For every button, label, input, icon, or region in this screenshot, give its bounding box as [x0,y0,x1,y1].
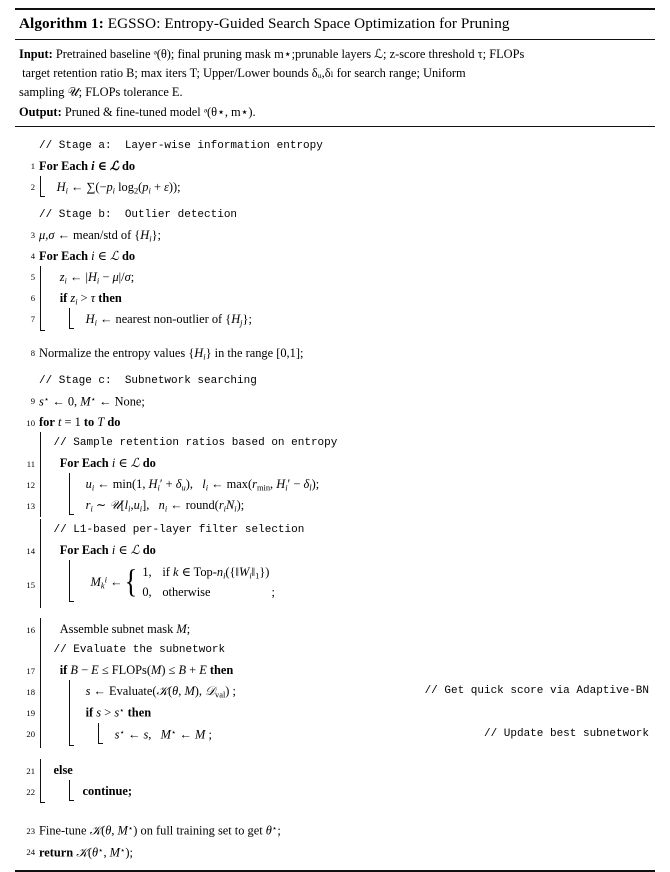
input-row-3 [19,83,651,101]
code-text-9: s⋆ ← 0, M⋆ ← None; [39,393,145,409]
output-row [19,103,651,121]
sample-ratios-comment: // Sample retention ratios based on entropy [53,437,338,450]
indent-guides [39,496,83,515]
code-line-5 [19,267,651,288]
line-number-16: 16 [26,624,35,635]
indent-guides [39,268,54,287]
code-text-13: $r_i$ ∼ $𝒰[l_i,u_i]$, $n_i$ ← $round(r_iN_i)$; [85,498,245,514]
block-end-line-14 [19,605,651,615]
line-number-9: 9 [30,396,35,407]
line-number-8: 8 [30,348,35,359]
line-number-3: 3 [30,230,35,241]
input-row-2 [19,64,651,82]
input-row-1 [19,45,651,63]
line-number-22: 22 [26,786,35,797]
line-number-11: 11 [26,458,35,469]
code-text-12: $u_i$ ← min(1, $H_i' + \delta_u$), $l_i$ ← $\max(r_{min}$, $H_i' - \delta_l$); [85,477,320,493]
block-end-line-17 [19,745,651,756]
case-row-1: 1, if k ∈ Top-$n_i(\{‖W_i‖_1\})$ [142,565,270,581]
code-line-12 [19,474,651,495]
code-line-20 [19,724,651,746]
code-line-18 [19,681,651,702]
case-row-2: 0, otherwise [142,584,211,599]
code-line-14 [19,540,651,561]
input-text-2: target retention ratio B; max iters T; Upper/Lower bounds δᵤ,δₗ for search range; Uniform [22,65,466,80]
code-line-2 [19,177,651,198]
code-line-7 [19,309,651,330]
line-number-14: 14 [26,545,35,556]
indent-guides [39,475,83,494]
indent-guides [39,682,83,701]
comment-line-stage-c [19,371,651,391]
code-text-5: $z_i$ ← $|H_i - \mu|/\sigma$; [59,269,135,286]
code-text-24: return 𝒦(θ⋆, M⋆); [39,844,133,860]
code-text-7: $H_i$ ← nearest non-outlier of $\{H_j\}$; [85,311,252,328]
line-number-1: 1 [30,161,35,172]
input-text-3: sampling 𝒰; FLOPs tolerance E. [19,85,183,100]
line-number-24: 24 [26,847,35,858]
indent-guides [39,725,112,745]
code-text-3: μ,σ ← mean/std of $\{H_i\}$; [39,227,161,244]
input-label: Input: [19,46,53,61]
code-line-1 [19,156,651,177]
code-text-4: For Each i ∈ ℒ do [39,248,136,263]
indent-guides [39,661,54,680]
code-line-17 [19,660,651,681]
algorithm-title [15,10,655,39]
indent-guides [39,782,83,801]
code-line-11 [19,453,651,474]
line-number-13: 13 [26,500,35,511]
code-text-22: continue; [82,784,133,799]
io-block [15,40,655,126]
line-number [19,433,39,439]
code-line-13 [19,495,651,516]
algorithm-label: Algorithm 1: [19,15,104,32]
line-number-12: 12 [26,479,35,490]
indent-guides [39,541,54,560]
indent-guides [39,620,54,639]
code-text-1: For Each i ∈ ℒ do [39,158,136,173]
l1-selection-comment: // L1-based per-layer filter selection [53,524,305,537]
code-line-10 [19,412,651,433]
line-number [19,205,39,211]
code-line-9 [19,391,651,413]
line-number-4: 4 [30,251,35,262]
line-number [19,520,39,526]
comment-line-evaluate [19,640,651,660]
code-text-18: s ← Evaluate(𝒦(θ, M), 𝒟$_{val}$) ; [85,684,236,700]
indent-guides [39,521,54,539]
algorithm-block [15,0,655,872]
code-line-4 [19,246,651,267]
line-number [19,745,39,751]
line-number-17: 17 [26,665,35,676]
line-number-6: 6 [30,293,35,304]
stage-b-comment: // Stage b: Outlier detection [39,208,238,221]
code-text-23: Fine-tune 𝒦(θ, M⋆) on full training set to get θ⋆; [39,823,281,838]
indent-guides [39,454,54,473]
indent-guides [39,703,83,723]
line-number-2: 2 [30,182,35,193]
code-text-16: Assemble subnet mask M; [53,622,191,637]
line-number-5: 5 [30,272,35,283]
block-end-line-4 [19,330,651,339]
code-line-8 [19,343,651,364]
code-text-10: for t = 1 to T do [39,415,121,430]
case-semicolon: ; [271,584,275,599]
block-end-line-10 [19,802,651,813]
code-line-6 [19,288,651,309]
algorithm-body [15,127,655,870]
line-number [19,136,39,142]
code-text-11: For Each i ∈ ℒ do [59,456,156,471]
code-line-19 [19,702,651,724]
code-text-2: $H_i$ ← $\sum(-p_i$ $\log_2(p_i + \varepsilon)$); [56,179,181,196]
comment-line-stage-b [19,205,651,225]
indent-guides [39,562,83,602]
code-text-15: $M_k^i$ ← { 1, if k ∈ Top-$n_i(\{‖W_i‖_1\})$ 0, otherwise ; [90,564,275,601]
code-text-21: else [53,763,73,778]
code-line-15 [19,561,651,605]
output-text: Pruned & fine-tuned model ᵊ(θ⋆, m⋆). [64,104,256,119]
indent-guides [39,310,83,329]
code-line-3 [19,225,651,246]
page-title: EGSSO: Entropy-Guided Search Space Optimization for Pruning [107,15,510,32]
line-number-19: 19 [26,707,35,718]
update-best-comment: // Update best subnetwork [483,727,649,740]
line-number [19,371,39,377]
code-line-24 [19,842,651,864]
code-line-16 [19,619,651,640]
code-line-23 [19,820,651,842]
indent-guides [39,434,54,452]
line-number-7: 7 [30,314,35,325]
comment-line-l1-selection [19,520,651,540]
adaptive-bn-comment: // Get quick score via Adaptive-BN [424,685,649,698]
line-number [19,802,39,808]
code-line-21 [19,760,651,781]
code-line-22 [19,781,651,802]
code-text-20: s⋆ ← s, M⋆ ← M ; [114,726,212,742]
code-text-6: if $z_i > \tau$ then [59,290,122,307]
code-text-17: if B − E ≤ FLOPs(M) ≤ B + E then [59,663,234,678]
line-number-20: 20 [26,729,35,740]
line-number-18: 18 [26,686,35,697]
indent-guides [39,641,54,659]
evaluate-subnet-comment: // Evaluate the subnetwork [53,644,226,657]
line-number-10: 10 [26,417,35,428]
code-text-8: Normalize the entropy values $\{H_i\}$ in the range [0,1]; [39,345,304,362]
stage-a-comment: // Stage a: Layer-wise information entropy [39,140,323,153]
line-number-23: 23 [26,825,35,836]
indent-guides [39,289,54,308]
stage-c-comment: // Stage c: Subnetwork searching [39,374,257,387]
line-number-21: 21 [26,765,35,776]
indent-guides [39,178,54,197]
line-number [19,330,39,336]
line-number [19,605,39,611]
comment-line-stage-a [19,136,651,156]
output-label: Output: [19,104,62,119]
code-text-19: if s > s⋆ then [85,705,152,720]
comment-line-sample-ratios [19,433,651,453]
line-number-15: 15 [26,580,35,591]
cases-rows [142,563,269,602]
input-text-1: Pretrained baseline ᵊ(θ); final pruning mask m⋆;prunable layers ℒ; z-score threshold τ; FLOPs [55,46,525,61]
line-number [19,640,39,646]
code-text-14: For Each i ∈ ℒ do [59,543,156,558]
indent-guides [39,761,54,780]
